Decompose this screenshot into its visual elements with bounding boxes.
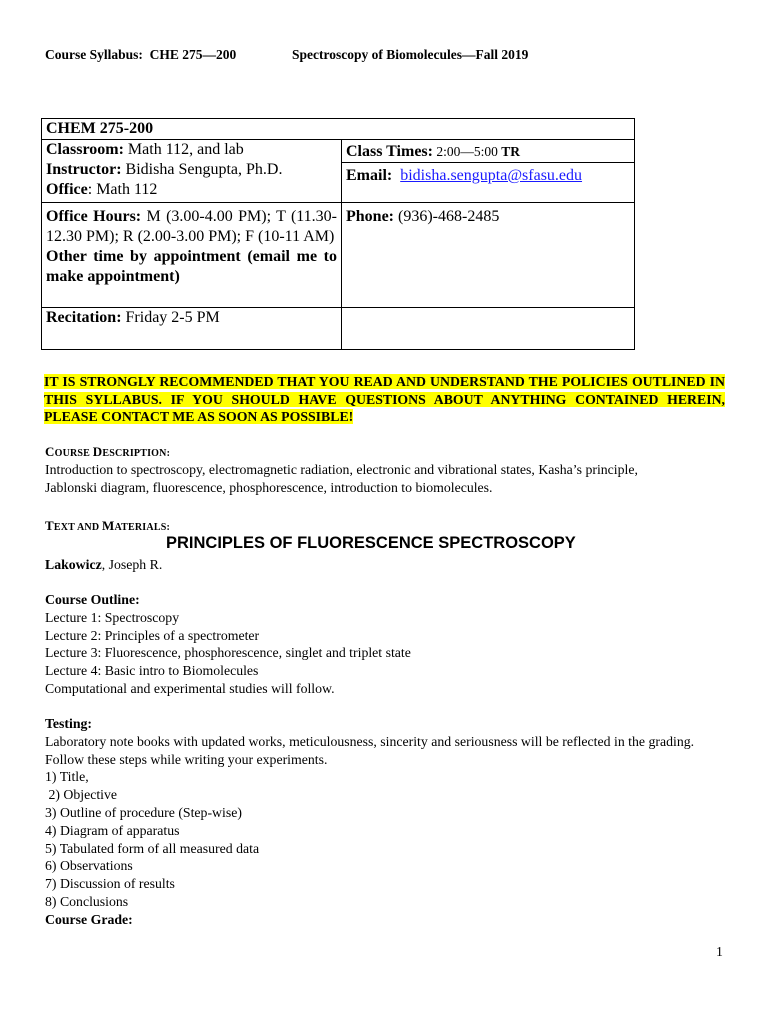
- list-item: 8) Conclusions: [45, 893, 129, 909]
- office-value: : Math 112: [87, 181, 158, 198]
- list-item: 6) Observations: [45, 858, 133, 874]
- list-item: 5) Tabulated form of all measured data: [45, 840, 260, 856]
- materials-heading: TEXT AND MATERIALS:: [45, 518, 170, 533]
- grade-heading: Course Grade:: [45, 911, 133, 927]
- instructor-label: Instructor:: [46, 161, 122, 178]
- classroom-value: Math 112, and lab: [123, 141, 244, 158]
- recitation-label: Recitation:: [46, 309, 122, 326]
- class-times-label: Class Times:: [346, 143, 433, 160]
- class-times-value: 2:00—5:00: [432, 144, 502, 159]
- email-label: Email:: [346, 167, 393, 184]
- office-hours-cell: [42, 203, 342, 308]
- policy-warning: [44, 373, 725, 426]
- outline-heading: Course Outline:: [45, 592, 140, 607]
- course-code: CHEM 275-200: [46, 120, 154, 137]
- description-heading: COURSE DESCRIPTION:: [45, 444, 171, 459]
- header-course-title: Spectroscopy of Biomolecules—Fall 2019: [292, 47, 529, 62]
- list-item: 1) Title,: [45, 769, 89, 785]
- list-item: 7) Discussion of results: [45, 876, 175, 892]
- list-item: Lecture 4: Basic intro to Biomolecules: [45, 663, 259, 679]
- recitation-cell: [42, 308, 342, 350]
- office-label: Office: [46, 181, 88, 198]
- course-outline: [45, 591, 411, 698]
- textbook-author: Lakowicz, Joseph R.: [45, 557, 163, 572]
- empty-cell: [342, 308, 635, 350]
- recitation-value: Friday 2-5 PM: [121, 309, 220, 326]
- list-item: Computational and experimental studies will follow.: [45, 680, 335, 696]
- testing-heading: Testing:: [45, 716, 93, 731]
- classroom-cell: [42, 140, 342, 203]
- page-number: 1: [716, 944, 723, 959]
- email-link[interactable]: bidisha.sengupta@sfasu.edu: [400, 167, 583, 184]
- course-code-cell: [42, 119, 635, 140]
- course-info-table: [41, 118, 635, 350]
- header-course-code: Course Syllabus: CHE 275—200: [45, 47, 237, 62]
- phone-cell: [342, 203, 635, 308]
- office-hours-value: M (3.00-4.00 PM); T (11.30-12.30 PM); R (2.00-3.00 PM); F (10-11 AM): [46, 208, 337, 245]
- list-item: 2) Objective: [45, 787, 118, 803]
- instructor-value: Bidisha Sengupta, Ph.D.: [121, 161, 283, 178]
- list-item: Lecture 2: Principles of a spectrometer: [45, 627, 260, 643]
- testing-section: [45, 715, 715, 929]
- list-item: 3) Outline of procedure (Step-wise): [45, 804, 242, 820]
- class-times-days: TR: [501, 144, 521, 159]
- phone-label: Phone:: [346, 208, 394, 225]
- list-item: Lecture 3: Fluorescence, phosphorescence, singlet and triplet state: [45, 645, 411, 661]
- classroom-label: Classroom:: [46, 141, 124, 158]
- list-item: Lecture 1: Spectroscopy: [45, 609, 180, 625]
- class-times-email-cell: [342, 140, 635, 203]
- policy-warning-text: IT IS STRONGLY RECOMMENDED THAT YOU READ AND UNDERSTAND THE POLICIES OUTLINED IN THIS SYLLABUS. IF YOU SHOULD HAVE QUESTIONS ABOUT ANYTHING CONTAINED HEREIN, PLEASE CONTACT ME AS SOON AS POSSIBLE!: [44, 374, 725, 424]
- appointment-note: Other time by appointment (email me to make appointment): [46, 248, 337, 285]
- list-item: 4) Diagram of apparatus: [45, 822, 180, 838]
- testing-intro: Laboratory note books with updated works, meticulousness, sincerity and seriousness will be reflected in the grading. Follow these steps while writing your experiments.: [45, 733, 698, 767]
- phone-value: (936)-468-2485: [394, 208, 500, 225]
- office-hours-label: Office Hours:: [46, 208, 142, 225]
- textbook-title: PRINCIPLES OF FLUORESCENCE SPECTROSCOPY: [166, 534, 576, 552]
- description-text: Introduction to spectroscopy, electromagnetic radiation, electronic and vibrational states, Kasha’s principle, Jablonski diagram, fluorescence, phosphorescence, introduction to biomolecules.: [45, 462, 638, 495]
